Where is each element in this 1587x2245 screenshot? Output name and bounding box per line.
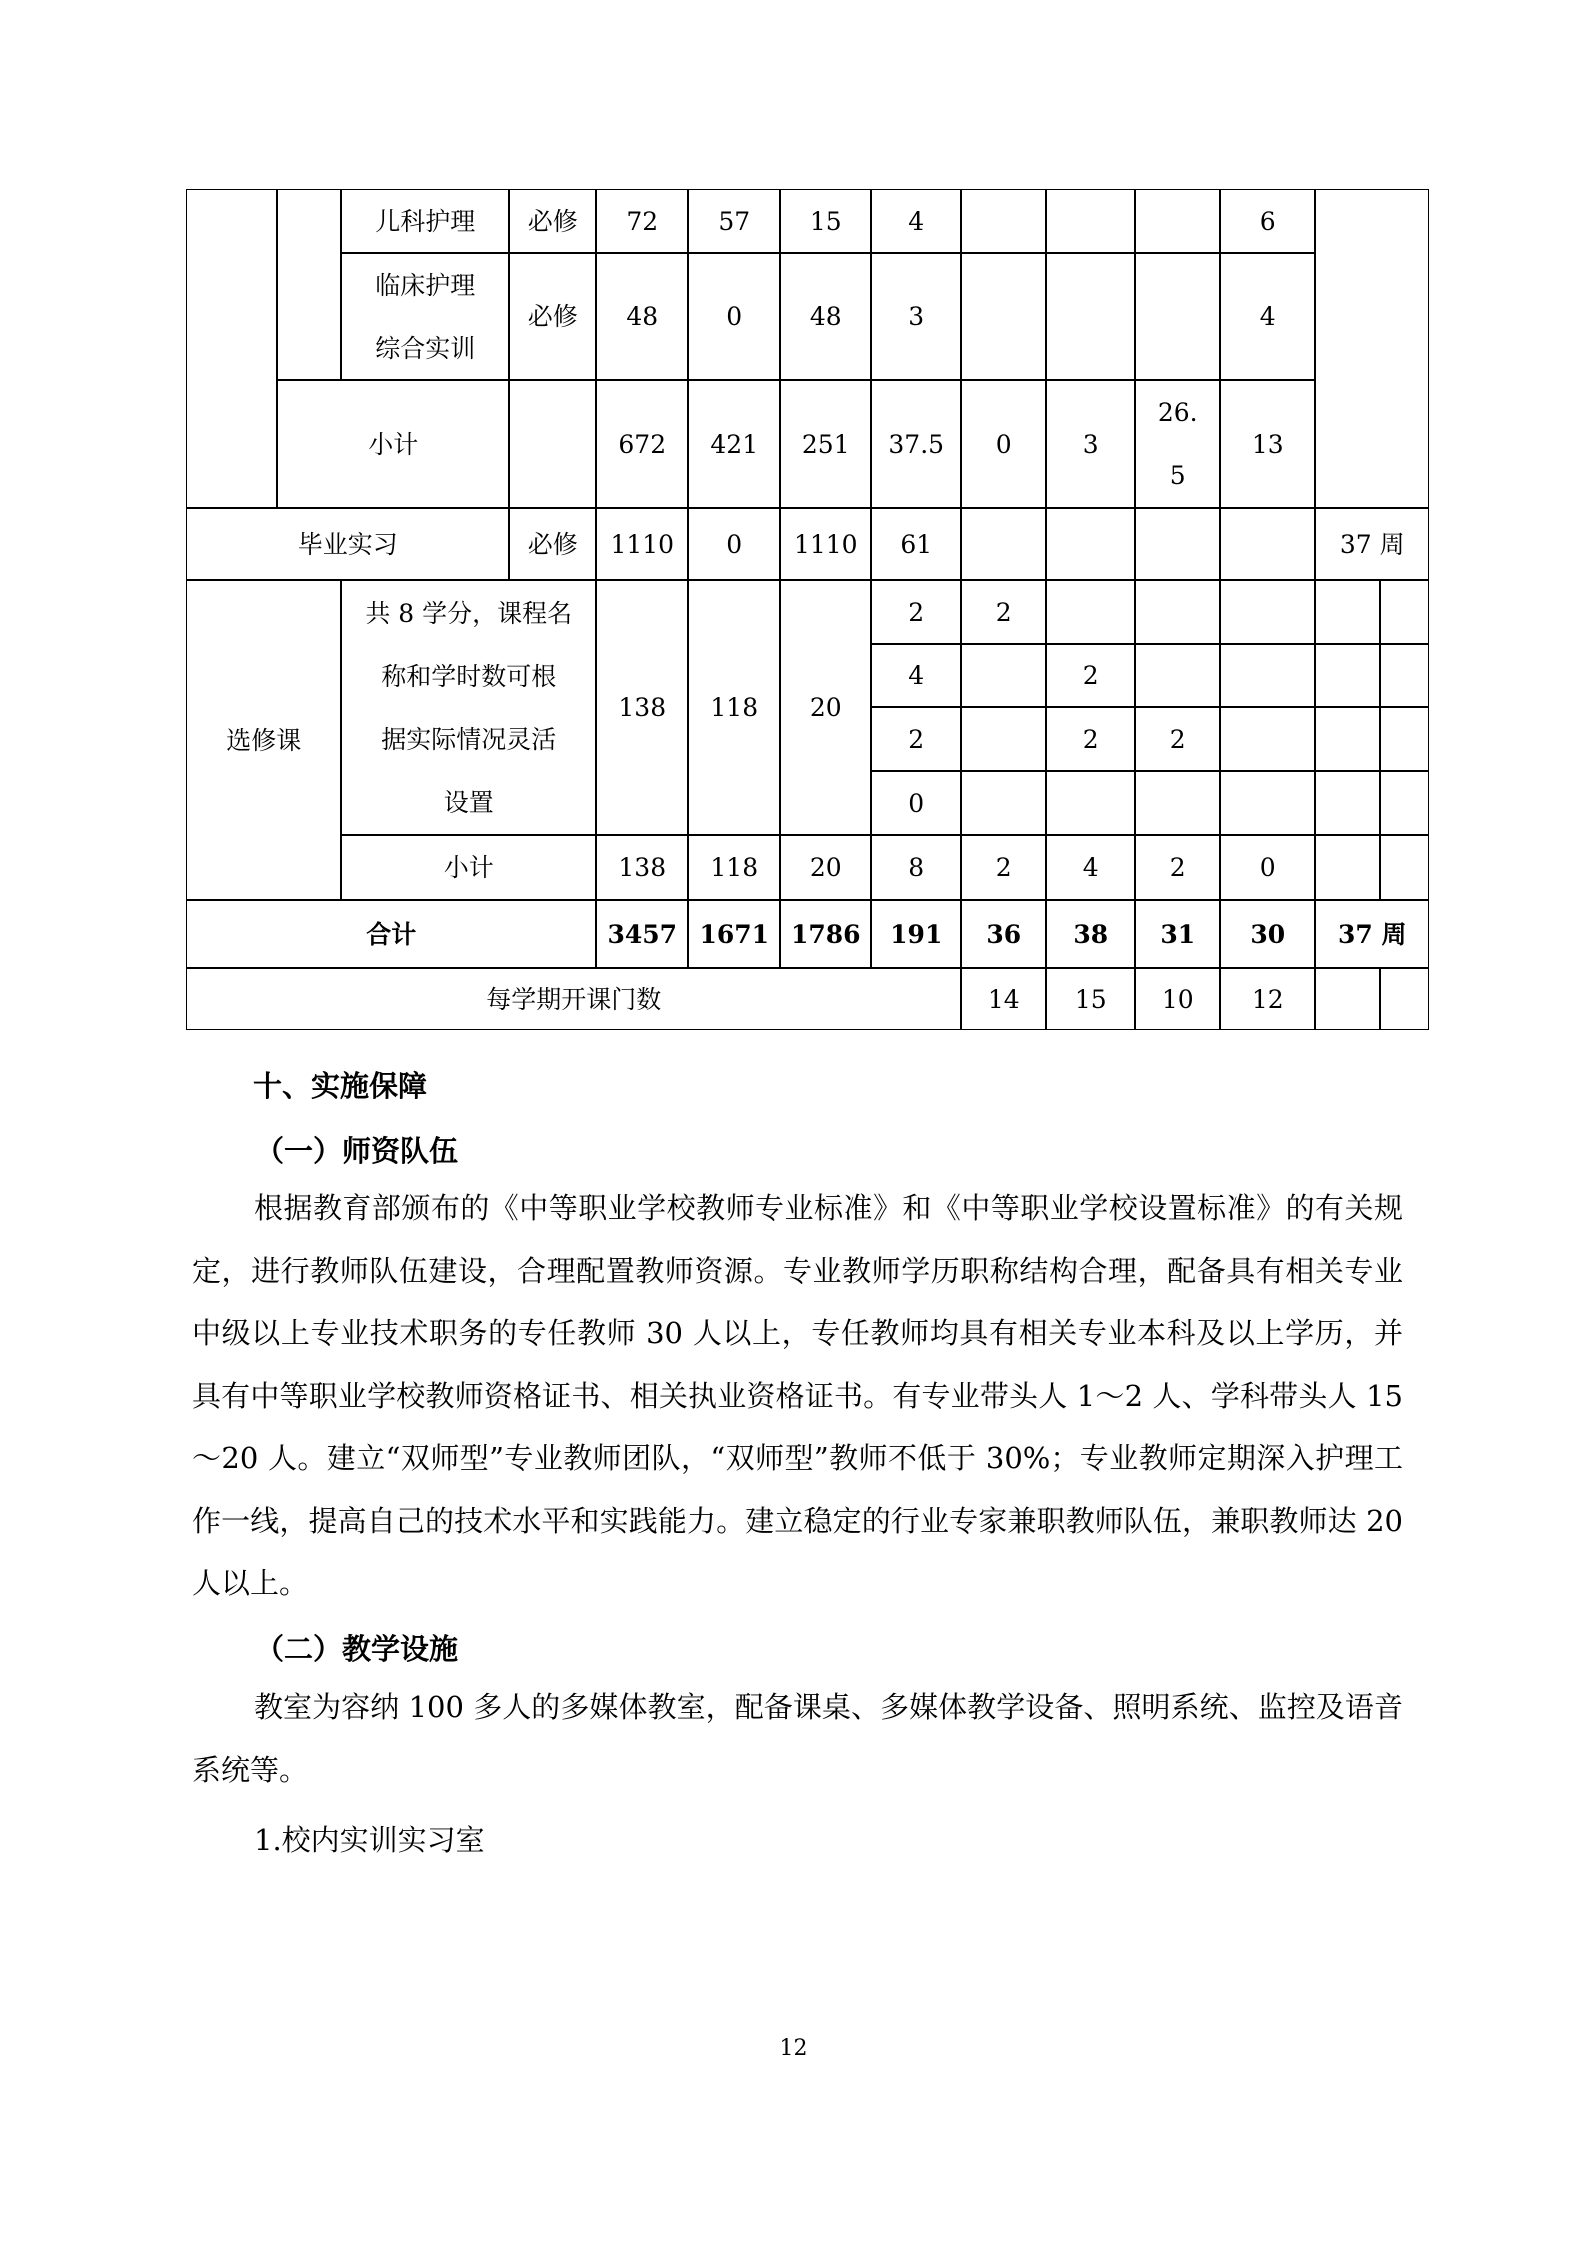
extra-cell — [1315, 771, 1380, 835]
credits-cell — [871, 189, 961, 253]
semester4-cell — [1220, 900, 1315, 968]
semester3-count: 10 — [1161, 984, 1194, 1014]
credits-cell — [871, 644, 961, 707]
credits: 61 — [900, 529, 933, 559]
semester2-hours: 2 — [1082, 724, 1099, 754]
hours: 138 — [618, 693, 667, 723]
course-name-line: 综合实训 — [375, 333, 476, 363]
course-type: 必修 — [527, 302, 578, 332]
extra-cell — [1380, 771, 1429, 835]
internship-label-cell — [186, 508, 509, 580]
semester3-hours-line: 5 — [1169, 461, 1186, 491]
section-title: 十、实施保障 — [253, 1069, 428, 1103]
credits: 37.5 — [888, 429, 945, 459]
semester4-cell — [1220, 644, 1315, 707]
semester1-cell — [961, 380, 1046, 508]
semester4-hours: 13 — [1251, 429, 1284, 459]
course-name-line: 临床护理 — [375, 270, 476, 300]
semester3-cell — [1135, 771, 1220, 835]
extra-cell — [1380, 707, 1429, 771]
semester2-cell — [1046, 707, 1135, 771]
theory-hours: 0 — [726, 529, 743, 559]
theory-cell — [688, 253, 780, 380]
credits: 4 — [908, 206, 925, 236]
practice-hours: 251 — [801, 429, 850, 459]
semester1-hours: 2 — [995, 597, 1012, 627]
semester4-cell — [1220, 189, 1315, 253]
elective-desc-line: 称和学时数可根 — [381, 661, 557, 691]
semester2-cell — [1046, 835, 1135, 900]
theory-cell — [688, 189, 780, 253]
practice-hours: 20 — [809, 693, 842, 723]
semester2-cell — [1046, 508, 1135, 580]
semester4-cell — [1220, 380, 1315, 508]
practice-cell — [780, 580, 871, 835]
theory-cell — [688, 900, 780, 968]
credits: 4 — [908, 661, 925, 691]
semester2-hours: 3 — [1082, 429, 1099, 459]
hours-cell — [596, 900, 688, 968]
semester3-cell — [1135, 253, 1220, 380]
semester1-cell — [961, 707, 1046, 771]
theory-hours: 57 — [718, 206, 751, 236]
credits-cell — [871, 771, 961, 835]
theory-hours: 1671 — [699, 919, 770, 949]
semester3-hours: 2 — [1169, 724, 1186, 754]
subsection-title-facilities: （二）教学设施 — [255, 1632, 459, 1666]
semester2-cell — [1046, 900, 1135, 968]
hours: 72 — [626, 206, 659, 236]
hours-cell — [596, 835, 688, 900]
hours-cell — [596, 508, 688, 580]
practice-cell — [780, 189, 871, 253]
semester1-cell — [961, 968, 1046, 1030]
course-type-cell — [509, 508, 596, 580]
weeks-cell — [1315, 189, 1429, 508]
subtotal-label-cell — [277, 380, 509, 508]
extra-cell — [1380, 580, 1429, 644]
credits-cell — [871, 580, 961, 644]
hours: 3457 — [607, 919, 678, 949]
semester2-cell — [1046, 580, 1135, 644]
semester4-hours: 0 — [1259, 853, 1276, 883]
elective-desc-cell — [341, 580, 596, 835]
theory-cell — [688, 508, 780, 580]
elective-label-cell — [186, 580, 341, 900]
course-type-cell — [509, 189, 596, 253]
courses-per-term-label: 每学期开课门数 — [486, 984, 662, 1014]
credits-cell — [871, 707, 961, 771]
practice-cell — [780, 253, 871, 380]
semester3-cell — [1135, 707, 1220, 771]
list-item-training-room: 1.校内实训实习室 — [254, 1823, 485, 1857]
semester4-cell — [1220, 707, 1315, 771]
semester1-cell — [961, 580, 1046, 644]
hours-cell — [596, 253, 688, 380]
extra-cell — [1315, 968, 1380, 1030]
extra-cell — [1380, 644, 1429, 707]
semester1-cell — [961, 253, 1046, 380]
course-type-cell — [509, 380, 596, 508]
theory-cell — [688, 380, 780, 508]
semester3-cell — [1135, 900, 1220, 968]
semester2-cell — [1046, 380, 1135, 508]
weeks-cell — [1315, 508, 1429, 580]
extra-cell — [1380, 835, 1429, 900]
hours: 672 — [618, 429, 667, 459]
faculty-paragraph: 根据教育部颁布的《中等职业学校教师专业标准》和《中等职业学校设置标准》的有关规定，进行教师队伍建设，合理配置教师资源。专业教师学历职称结构合理，配备具有相关专业中级以上专业技术职务的专任教师 30 人以上，专任教师均具有相关专业本科及以上学历，并具有中等职业学校教师资格证书、相关执业资格证书。有专业带头人 1～2 人、学科带头人 15～20 人。建立“双师型”专业教师团队，“双师型”教师不低于 30%；专业教师定期深入护理工作一线，提高自己的技术水平和实践能力。建立稳定的行业专家兼职教师队伍，兼职教师达 20 人以上。 — [192, 1191, 1403, 1600]
subtotal-label: 小计 — [368, 429, 419, 459]
credits: 2 — [908, 724, 925, 754]
total-label: 合计 — [366, 919, 417, 949]
credits-cell — [871, 900, 961, 968]
credits: 191 — [890, 919, 943, 949]
course-name-cell — [341, 253, 509, 380]
semester1-cell — [961, 189, 1046, 253]
practice-cell — [780, 900, 871, 968]
practice-cell — [780, 380, 871, 508]
semester3-hours: 2 — [1169, 853, 1186, 883]
hours: 138 — [618, 853, 667, 883]
credits-cell — [871, 835, 961, 900]
semester2-cell — [1046, 644, 1135, 707]
semester4-cell — [1220, 580, 1315, 644]
curriculum-table — [187, 190, 1430, 1031]
course-name: 儿科护理 — [375, 206, 476, 236]
semester3-cell — [1135, 580, 1220, 644]
semester1-hours: 0 — [995, 429, 1012, 459]
course-type: 必修 — [527, 529, 578, 559]
course-type: 必修 — [527, 206, 578, 236]
theory-hours: 421 — [710, 429, 759, 459]
practice-hours: 20 — [809, 853, 842, 883]
semester4-cell — [1220, 771, 1315, 835]
extra-cell — [1380, 968, 1429, 1030]
practice-cell — [780, 835, 871, 900]
semester2-count: 15 — [1074, 984, 1107, 1014]
semester2-hours: 2 — [1082, 661, 1099, 691]
semester4-cell — [1220, 253, 1315, 380]
semester3-cell — [1135, 644, 1220, 707]
semester2-cell — [1046, 253, 1135, 380]
semester4-count: 12 — [1251, 984, 1284, 1014]
semester1-cell — [961, 900, 1046, 968]
subtotal-label-cell — [341, 835, 596, 900]
hours: 1110 — [610, 529, 675, 559]
elective-label: 选修课 — [226, 725, 302, 755]
practice-hours: 1110 — [793, 529, 858, 559]
credits-cell — [871, 508, 961, 580]
semester2-hours: 4 — [1082, 853, 1099, 883]
semester2-cell — [1046, 968, 1135, 1030]
weeks: 37 周 — [1338, 919, 1407, 949]
hours: 48 — [626, 302, 659, 332]
credits: 3 — [908, 302, 925, 332]
total-label-cell — [186, 900, 596, 968]
semester4-hours: 6 — [1259, 206, 1276, 236]
semester4-cell — [1220, 508, 1315, 580]
semester1-cell — [961, 771, 1046, 835]
theory-cell — [688, 835, 780, 900]
table-cell-blank — [186, 189, 277, 508]
semester2-cell — [1046, 771, 1135, 835]
semester1-cell — [961, 644, 1046, 707]
subsection-title-faculty: （一）师资队伍 — [255, 1134, 459, 1168]
course-type-cell — [509, 253, 596, 380]
semester2-cell — [1046, 189, 1135, 253]
credits: 2 — [908, 597, 925, 627]
hours-cell — [596, 189, 688, 253]
semester3-hours-line: 26. — [1157, 398, 1198, 428]
practice-hours: 15 — [809, 206, 842, 236]
semester1-count: 14 — [987, 984, 1020, 1014]
semester3-hours: 31 — [1160, 919, 1196, 949]
credits-cell — [871, 253, 961, 380]
course-name-cell — [341, 189, 509, 253]
theory-hours: 118 — [710, 853, 759, 883]
semester1-hours: 36 — [986, 919, 1022, 949]
semester4-cell — [1220, 968, 1315, 1030]
elective-desc-line: 共 8 学分，课程名 — [365, 598, 573, 628]
credits-cell — [871, 380, 961, 508]
credits: 0 — [908, 788, 925, 818]
semester1-cell — [961, 835, 1046, 900]
extra-cell — [1315, 644, 1380, 707]
table-cell-blank — [277, 189, 341, 380]
semester4-hours: 4 — [1259, 302, 1276, 332]
practice-hours: 1786 — [790, 919, 861, 949]
internship-label: 毕业实习 — [297, 529, 398, 559]
semester1-cell — [961, 508, 1046, 580]
elective-desc-line: 据实际情况灵活 — [381, 724, 557, 754]
facilities-paragraph: 教室为容纳 100 多人的多媒体教室，配备课桌、多媒体教学设备、照明系统、监控及语音系统等。 — [192, 1690, 1403, 1787]
subtotal-label: 小计 — [443, 853, 494, 883]
theory-hours: 0 — [726, 302, 743, 332]
semester3-cell — [1135, 508, 1220, 580]
semester3-cell — [1135, 968, 1220, 1030]
semester4-cell — [1220, 835, 1315, 900]
weeks: 37 周 — [1339, 529, 1405, 559]
semester1-hours: 2 — [995, 853, 1012, 883]
page-number: 12 — [779, 2036, 808, 2061]
semester4-hours: 30 — [1250, 919, 1286, 949]
semester2-hours: 38 — [1073, 919, 1109, 949]
extra-cell — [1315, 835, 1380, 900]
theory-hours: 118 — [710, 693, 759, 723]
semester3-cell — [1135, 189, 1220, 253]
semester3-cell — [1135, 835, 1220, 900]
practice-hours: 48 — [809, 302, 842, 332]
theory-cell — [688, 580, 780, 835]
hours-cell — [596, 580, 688, 835]
hours-cell — [596, 380, 688, 508]
credits: 8 — [908, 853, 925, 883]
elective-desc-line: 设置 — [443, 787, 494, 817]
courses-per-term-label-cell — [186, 968, 961, 1030]
extra-cell — [1315, 580, 1380, 644]
practice-cell — [780, 508, 871, 580]
semester3-cell — [1135, 380, 1220, 508]
weeks-cell — [1315, 900, 1429, 968]
extra-cell — [1315, 707, 1380, 771]
